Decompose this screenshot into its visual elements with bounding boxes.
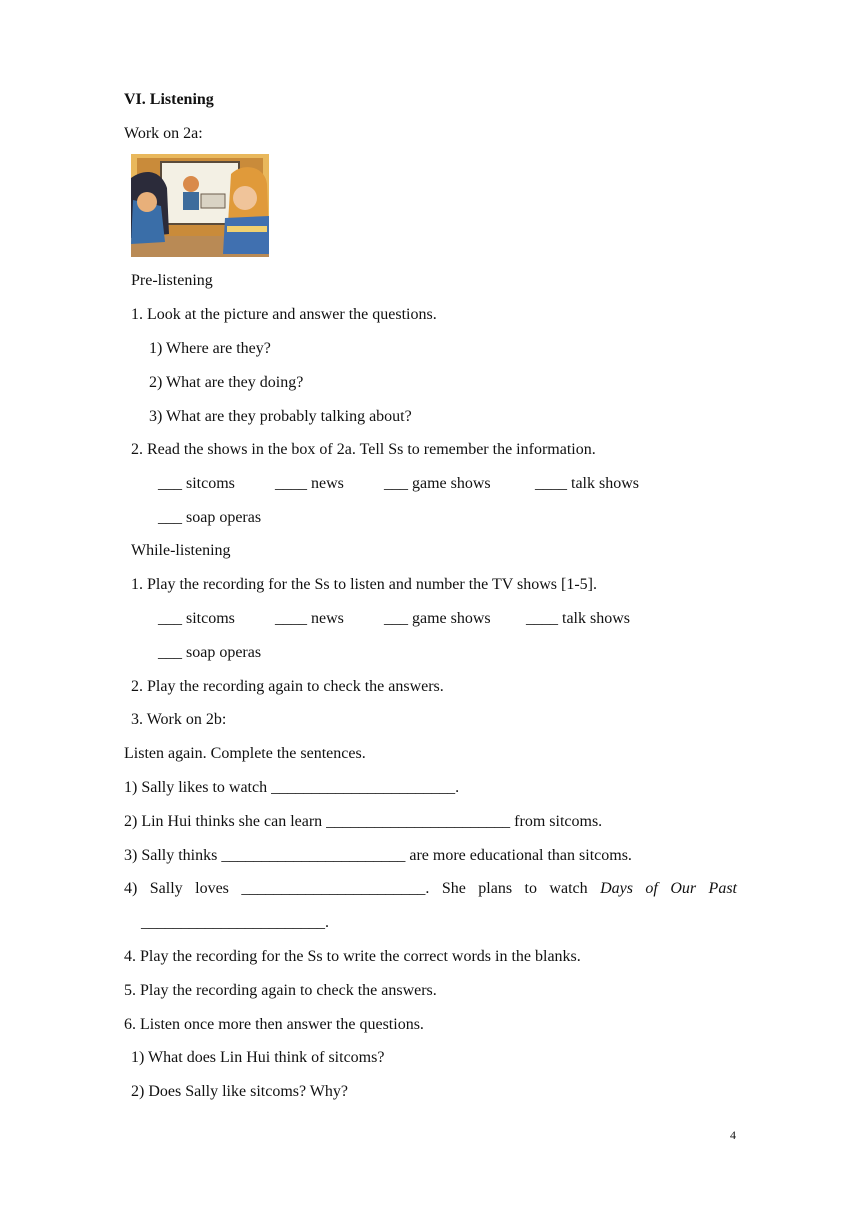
pre-question-2: 2) What are they doing? [149,374,304,391]
sentence-1: 1) Sally likes to watch _______________________. [124,779,460,796]
while-step-2: 2. Play the recording again to check the answers. [131,678,444,695]
show-title-word: of [645,880,658,897]
sentence-4-continuation: _______________________. [141,914,329,931]
pre-question-1: 1) Where are they? [149,340,271,357]
sentence-4-word: She [441,880,466,897]
final-question-2: 2) Does Sally like sitcoms? Why? [131,1083,348,1100]
show-sitcoms: ___ sitcoms [158,475,235,492]
listen-again-instruction: Listen again. Complete the sentences. [124,745,366,762]
sentence-4-word: plans [478,880,513,897]
step-6: 6. Listen once more then answer the questions. [124,1016,424,1033]
step-5: 5. Play the recording again to check the answers. [124,982,437,999]
sentence-3: 3) Sally thinks _______________________ are more educational than sitcoms. [124,847,632,864]
pre-step-2: 2. Read the shows in the box of 2a. Tell Ss to remember the information. [131,441,596,458]
tv-watching-illustration [131,154,269,257]
show-game-shows: ___ game shows [384,475,491,492]
show-game-shows: ___ game shows [384,610,491,627]
show-sitcoms: ___ sitcoms [158,610,235,627]
while-step-1: 1. Play the recording for the Ss to listen and number the TV shows [1-5]. [131,576,597,593]
page-number: 4 [730,1128,736,1142]
pre-listening-heading: Pre-listening [131,272,213,289]
pre-step-1: 1. Look at the picture and answer the questions. [131,306,437,323]
sentence-4-word: to [524,880,537,897]
show-news: ____ news [275,610,344,627]
sentence-2: 2) Lin Hui thinks she can learn _______________________ from sitcoms. [124,813,603,830]
sentence-4-word: watch [549,880,588,897]
sentence-4-word: Sally [149,880,183,897]
while-listening-heading: While-listening [131,542,231,559]
sentence-4-word: loves [195,880,229,897]
show-news: ____ news [275,475,344,492]
pre-question-3: 3) What are they probably talking about? [149,408,412,425]
show-title-word: Days [600,880,633,897]
step-4: 4. Play the recording for the Ss to write the correct words in the blanks. [124,948,581,965]
while-step-3: 3. Work on 2b: [131,711,227,728]
show-title-word: Past [708,880,737,897]
shows-row [0,609,860,629]
show-title-word: Our [670,880,697,897]
show-talk-shows: ____ talk shows [535,475,639,492]
show-soap-operas: ___ soap operas [158,644,262,661]
sentence-4-blank: _______________________. [241,880,430,897]
sentence-4 [124,879,737,899]
show-talk-shows: ____ talk shows [526,610,630,627]
sentence-4-word: 4) [124,880,138,897]
shows-row [0,474,860,494]
final-question-1: 1) What does Lin Hui think of sitcoms? [131,1049,385,1066]
work-2a-label: Work on 2a: [124,125,203,142]
section-title: VI. Listening [124,91,214,108]
show-soap-operas: ___ soap operas [158,509,262,526]
